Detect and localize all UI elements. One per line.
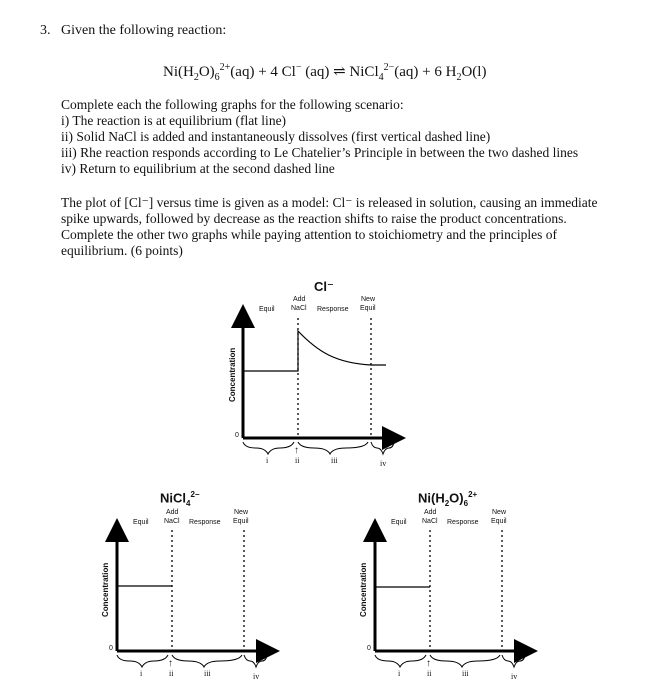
cl-y-label: Concentration — [228, 347, 237, 402]
nicl4-col-new-equil: Equil — [233, 518, 249, 525]
nicl4-col-equil: Equil — [133, 519, 149, 526]
nih2o-y-label: Concentration — [359, 562, 368, 617]
cl-brace-iii — [298, 442, 368, 454]
nih2o-phase-i: i — [398, 669, 401, 678]
nih2o-graph-title: $Ni(H_2O)_6^{2+}$ — [418, 490, 478, 508]
nicl4-brace-iv — [244, 655, 267, 667]
cl-brace-i — [243, 442, 294, 454]
nicl4-phase-ii: ii — [169, 669, 174, 678]
nicl4-col-nacl: NaCl — [164, 518, 180, 525]
cl-col-equil: Equil — [259, 306, 275, 313]
question-number: 3. — [40, 23, 51, 38]
cl-phase-iii: iii — [331, 456, 338, 465]
nih2o-brace-i — [375, 655, 426, 667]
cl-model-curve — [243, 331, 386, 371]
cl-graph — [243, 316, 394, 454]
cl-col-add: Add — [293, 296, 306, 303]
nicl4-brace-i — [117, 655, 168, 667]
step-iv: iv) Return to equilibrium at the second dashed line — [61, 161, 335, 176]
cl-zero-label: 0 — [235, 432, 239, 439]
nih2o-col-add: Add — [424, 509, 437, 516]
cl-phase-i: i — [266, 456, 269, 465]
nih2o-phase-iii: iii — [462, 669, 469, 678]
cl-phase-iv: iv — [380, 459, 387, 468]
nicl4-graph — [117, 530, 268, 667]
nicl4-add-arrow: ↑ — [168, 658, 173, 669]
nicl4-phase-i: i — [140, 669, 143, 678]
nicl4-col-add: Add — [166, 509, 179, 516]
nih2o-add-arrow: ↑ — [426, 658, 431, 669]
nicl4-col-new: New — [234, 509, 249, 516]
cl-add-arrow: ↑ — [294, 445, 299, 456]
nih2o-brace-iv — [502, 655, 525, 667]
step-iii: iii) Rhe reaction responds according to Le Chatelier’s Principle in between the two dashed lines — [61, 145, 579, 160]
nicl4-brace-iii — [172, 655, 242, 667]
model-paragraph: The plot of [Cl⁻] versus time is given as a model: Cl⁻ is released in solution, causing an immediate spike upwards, followed by decrease as the reaction shifts to raise the product concentrations. Complete the other two graphs while paying attention to stoichiometry and the principles of equilibrium. (6 points) — [61, 195, 598, 258]
question-prompt: Given the following reaction: — [61, 23, 227, 38]
step-ii: ii) Solid NaCl is added and instantaneously dissolves (first vertical dashed line) — [61, 129, 491, 144]
cl-col-response: Response — [317, 306, 349, 313]
nih2o-phase-ii: ii — [427, 669, 432, 678]
instructions-intro: Complete each the following graphs for the following scenario: — [61, 97, 404, 112]
cl-phase-ii: ii — [295, 456, 300, 465]
cl-graph-title: Cl⁻ — [314, 279, 334, 294]
cl-col-new-equil: Equil — [360, 305, 376, 312]
nicl4-phase-iv: iv — [253, 672, 260, 681]
nih2o-col-equil: Equil — [391, 519, 407, 526]
nih2o-phase-iv: iv — [511, 672, 518, 681]
cl-col-nacl: NaCl — [291, 305, 307, 312]
nicl4-y-label: Concentration — [101, 562, 110, 617]
nih2o-col-response: Response — [447, 519, 479, 526]
nicl4-phase-iii: iii — [204, 669, 211, 678]
nicl4-col-response: Response — [189, 519, 221, 526]
reaction-equation: $Ni(H_2O)_6^{2+}(aq) + 4$ Cl− (aq) ⇌ NiCl$_4^{2-}$(aq) + 6 $H_2O(l)$ — [163, 62, 487, 83]
nicl4-zero-label: 0 — [109, 645, 113, 652]
nih2o-graph — [375, 530, 526, 667]
nih2o-brace-iii — [430, 655, 500, 667]
nih2o-col-nacl: NaCl — [422, 518, 438, 525]
nicl4-graph-title: NiCl$_4^{2-}$ — [160, 490, 200, 508]
step-i: i) The reaction is at equilibrium (flat line) — [61, 113, 287, 128]
cl-brace-iv — [371, 442, 394, 454]
nih2o-zero-label: 0 — [367, 645, 371, 652]
cl-col-new: New — [361, 296, 376, 303]
nih2o-col-new: New — [492, 509, 507, 516]
nih2o-col-new-equil: Equil — [491, 518, 507, 525]
